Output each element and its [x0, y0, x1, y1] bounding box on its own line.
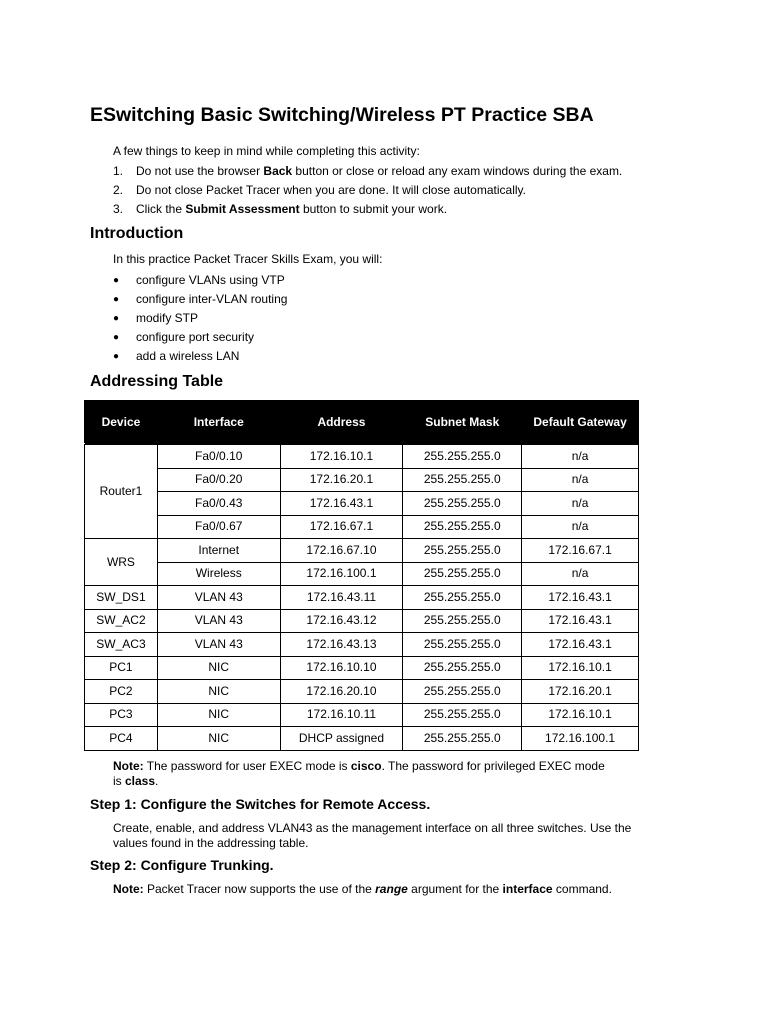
table-row — [85, 444, 639, 469]
note-passwords — [113, 759, 605, 789]
table-cell: 255.255.255.0 — [403, 468, 522, 492]
table-cell: n/a — [522, 515, 639, 539]
list-item — [113, 311, 287, 330]
column-header: Interface — [157, 401, 280, 444]
list-text-bold: Back — [263, 164, 293, 178]
table-cell: 172.16.20.1 — [522, 680, 639, 704]
table-cell: 172.16.10.1 — [280, 444, 403, 469]
bullet-icon: ● — [113, 351, 120, 362]
list-number: 3. — [113, 202, 124, 216]
table-cell: 172.16.10.10 — [280, 656, 403, 680]
note-text: The password for user EXEC mode is — [143, 759, 351, 773]
list-text: Do not close Packet Tracer when you are done. It will close automatically. — [136, 183, 526, 197]
list-text: add a wireless LAN — [136, 349, 240, 363]
list-item — [113, 349, 287, 368]
bullet-icon: ● — [113, 313, 120, 324]
list-text-bold: Submit Assessment — [185, 202, 300, 216]
step2-heading: Step 2: Configure Trunking. — [90, 857, 274, 873]
list-text: configure VLANs using VTP — [136, 273, 285, 287]
table-cell: 172.16.100.1 — [522, 727, 639, 751]
table-row — [85, 633, 639, 657]
table-cell: 172.16.43.12 — [280, 609, 403, 633]
note-text: argument for the — [407, 882, 503, 896]
list-item — [113, 330, 287, 349]
list-item — [113, 183, 622, 202]
table-cell: 172.16.20.1 — [280, 468, 403, 492]
list-item — [113, 292, 287, 311]
table-cell: 172.16.100.1 — [280, 562, 403, 586]
table-cell: 172.16.67.1 — [280, 515, 403, 539]
device-cell: PC2 — [85, 680, 158, 704]
bullet-icon: ● — [113, 294, 120, 305]
introduction-text: In this practice Packet Tracer Skills Exam, you will: — [113, 252, 383, 266]
note-text: Packet Tracer now supports the use of the — [143, 882, 376, 896]
bullet-list — [113, 273, 287, 368]
table-cell: 255.255.255.0 — [403, 539, 522, 563]
note-bold: interface — [502, 882, 553, 896]
table-cell: Fa0/0.20 — [157, 468, 280, 492]
table-cell: 255.255.255.0 — [403, 562, 522, 586]
list-number: 1. — [113, 164, 124, 178]
column-header: Address — [280, 401, 403, 444]
device-cell: PC3 — [85, 703, 158, 727]
table-cell: VLAN 43 — [157, 633, 280, 657]
table-cell: 172.16.43.1 — [522, 586, 639, 610]
step1-line: Create, enable, and address VLAN43 as the management interface on all three switches. Use the — [113, 821, 632, 835]
device-cell: WRS — [85, 539, 158, 586]
table-cell: Fa0/0.43 — [157, 492, 280, 516]
step2-note — [113, 882, 612, 897]
table-body — [85, 444, 639, 751]
device-cell: SW_AC2 — [85, 609, 158, 633]
list-item — [113, 202, 622, 221]
table-cell: 172.16.20.10 — [280, 680, 403, 704]
table-cell: 172.16.10.1 — [522, 656, 639, 680]
table-row — [85, 727, 639, 751]
device-cell: SW_DS1 — [85, 586, 158, 610]
table-row — [85, 586, 639, 610]
table-cell: Fa0/0.67 — [157, 515, 280, 539]
table-cell: 172.16.67.10 — [280, 539, 403, 563]
table-cell: 255.255.255.0 — [403, 680, 522, 704]
table-row — [85, 492, 639, 516]
table-cell: NIC — [157, 680, 280, 704]
list-text: configure inter-VLAN routing — [136, 292, 288, 306]
step1-heading: Step 1: Configure the Switches for Remote Access. — [90, 796, 431, 812]
note-text: is — [113, 774, 125, 788]
list-item — [113, 164, 622, 183]
note-text: . The password for privileged EXEC mode — [381, 759, 605, 773]
list-text: modify STP — [136, 311, 199, 325]
device-cell: PC1 — [85, 656, 158, 680]
table-cell: n/a — [522, 562, 639, 586]
list-text: Click the — [136, 202, 186, 216]
table-row — [85, 656, 639, 680]
note-bold: class — [125, 774, 156, 788]
device-cell: Router1 — [85, 444, 158, 539]
table-cell: Wireless — [157, 562, 280, 586]
table-cell: 172.16.10.11 — [280, 703, 403, 727]
table-row — [85, 703, 639, 727]
note-bold-italic: range — [375, 882, 408, 896]
table-cell: 255.255.255.0 — [403, 492, 522, 516]
note-text: command. — [552, 882, 612, 896]
instruction-list — [113, 164, 622, 221]
device-cell: PC4 — [85, 727, 158, 751]
table-cell: 255.255.255.0 — [403, 703, 522, 727]
table-row — [85, 515, 639, 539]
list-text: button or close or reload any exam windows during the exam. — [292, 164, 623, 178]
table-cell: 172.16.67.1 — [522, 539, 639, 563]
section-heading-addressing: Addressing Table — [90, 373, 224, 390]
table-cell: 172.16.43.13 — [280, 633, 403, 657]
table-cell: NIC — [157, 656, 280, 680]
bullet-icon: ● — [113, 275, 120, 286]
list-item — [113, 273, 287, 292]
note-bold: cisco — [350, 759, 382, 773]
table-cell: 255.255.255.0 — [403, 727, 522, 751]
table-row — [85, 609, 639, 633]
device-cell: SW_AC3 — [85, 633, 158, 657]
table-cell: VLAN 43 — [157, 609, 280, 633]
table-cell: DHCP assigned — [280, 727, 403, 751]
table-cell: 172.16.43.1 — [280, 492, 403, 516]
table-cell: NIC — [157, 703, 280, 727]
list-number: 2. — [113, 183, 124, 197]
table-row — [85, 562, 639, 586]
list-text: configure port security — [136, 330, 255, 344]
table-row — [85, 680, 639, 704]
intro-line: A few things to keep in mind while completing this activity: — [113, 144, 420, 158]
table-cell: 172.16.43.1 — [522, 633, 639, 657]
table-cell: 255.255.255.0 — [403, 656, 522, 680]
note-label: Note: — [113, 759, 144, 773]
table-cell: 172.16.43.11 — [280, 586, 403, 610]
note-text: . — [155, 774, 159, 788]
table-cell: n/a — [522, 468, 639, 492]
step1-line: values found in the addressing table. — [113, 836, 309, 850]
table-cell: n/a — [522, 492, 639, 516]
table-row — [85, 539, 639, 563]
list-text: Do not use the browser — [136, 164, 264, 178]
column-header: Default Gateway — [522, 401, 639, 444]
addressing-table — [84, 400, 639, 751]
table-cell: VLAN 43 — [157, 586, 280, 610]
table-row — [85, 468, 639, 492]
table-cell: Internet — [157, 539, 280, 563]
column-header: Subnet Mask — [403, 401, 522, 444]
list-text: button to submit your work. — [299, 202, 448, 216]
table-cell: 172.16.43.1 — [522, 609, 639, 633]
table-cell: Fa0/0.10 — [157, 444, 280, 469]
table-cell: 255.255.255.0 — [403, 609, 522, 633]
table-cell: 255.255.255.0 — [403, 515, 522, 539]
step1-text — [113, 821, 631, 851]
table-cell: 255.255.255.0 — [403, 444, 522, 469]
table-cell: n/a — [522, 444, 639, 469]
table-cell: 255.255.255.0 — [403, 633, 522, 657]
page-title: ESwitching Basic Switching/Wireless PT Practice SBA — [90, 104, 594, 126]
column-header: Device — [85, 401, 158, 444]
note-label: Note: — [113, 882, 144, 896]
table-cell: 172.16.10.1 — [522, 703, 639, 727]
table-header-row — [85, 401, 639, 444]
table-cell: 255.255.255.0 — [403, 586, 522, 610]
table-cell: NIC — [157, 727, 280, 751]
section-heading-introduction: Introduction — [90, 225, 184, 242]
bullet-icon: ● — [113, 332, 120, 343]
